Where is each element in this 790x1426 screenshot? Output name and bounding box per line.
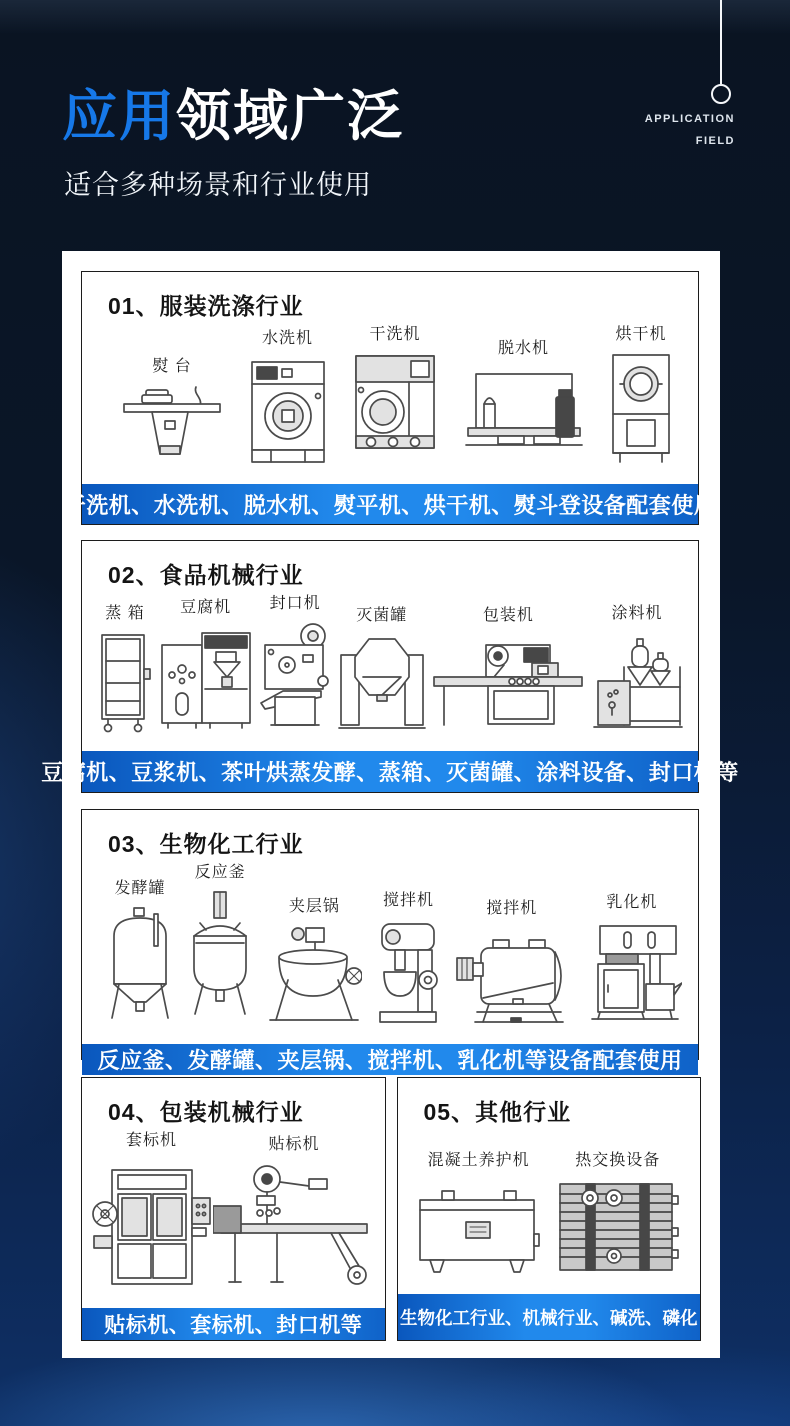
page-title-highlight: 应用: [62, 85, 177, 147]
machine-sleeve-labeler: [92, 1127, 212, 1290]
machine-labeler: [213, 1131, 375, 1290]
circle-decor: [711, 84, 731, 104]
machine-row: [398, 1127, 701, 1294]
vertical-line-decor: [720, 0, 722, 84]
emulsifier-icon: [582, 920, 682, 1028]
machine-row: [82, 321, 698, 484]
machine-label: 发酵罐: [114, 880, 166, 897]
machine-packer: [432, 602, 584, 733]
industry-card-04: [81, 1077, 386, 1341]
machine-label: 烘干机: [615, 326, 667, 343]
machine-label: 搅拌机: [383, 892, 435, 909]
reactor-icon: [187, 890, 253, 1028]
machine-sterilizer: [337, 602, 427, 733]
sterilization-tank-icon: [337, 633, 427, 733]
page-title-rest: 领域广泛: [176, 85, 405, 147]
corner-label-line1: APPLICATION: [644, 113, 735, 125]
machine-ironing-table: [122, 353, 222, 464]
industry-card-03: [81, 809, 699, 1073]
machine-label: 脱水机: [497, 340, 549, 357]
machine-label: 包装机: [482, 607, 534, 624]
fermentation-tank-icon: [106, 906, 174, 1028]
machine-emulsifier: [582, 889, 682, 1028]
machine-stand-mixer: [376, 887, 442, 1028]
machine-label: 混凝土养护机: [427, 1152, 530, 1169]
labeling-machine-icon: [213, 1162, 375, 1290]
machine-label: 搅拌机: [486, 900, 538, 917]
machine-label: 涂料机: [611, 605, 663, 622]
machine-label: 豆腐机: [180, 599, 232, 616]
content-panel: [41, 251, 739, 1358]
machine-sealer: [259, 590, 331, 733]
machine-horizontal-mixer: [455, 895, 569, 1028]
concrete-curing-machine-icon: [414, 1178, 544, 1276]
card-banner: 豆腐机、豆浆机、茶叶烘蒸发酵、蒸箱、灭菌罐、涂料设备、封口机等: [82, 751, 698, 792]
card-title: 05、其他行业: [423, 1099, 572, 1125]
machine-label: 干洗机: [369, 326, 421, 343]
machine-label: 套标机: [125, 1132, 177, 1149]
industry-card-05: [397, 1077, 702, 1341]
machine-coater: [590, 600, 684, 733]
card-title: 03、生物化工行业: [108, 831, 304, 857]
machine-label: 贴标机: [268, 1136, 320, 1153]
machine-row: [82, 859, 698, 1044]
machine-label: 夹层锅: [288, 898, 340, 915]
jacketed-kettle-icon: [266, 924, 362, 1028]
industry-card-02: [41, 540, 739, 793]
ironing-table-icon: [122, 384, 222, 464]
card-title: 04、包装机械行业: [108, 1099, 304, 1125]
machine-label: 蒸 箱: [105, 605, 145, 622]
machine-label: 反应釜: [194, 864, 246, 881]
card-title: 02、食品机械行业: [108, 562, 304, 588]
sealing-machine-icon: [259, 621, 331, 733]
machine-concrete-curing: [414, 1147, 544, 1276]
machine-row: [82, 590, 698, 751]
top-glow-decor: [0, 0, 790, 34]
machine-dryer: [610, 321, 672, 464]
page-subtitle: 适合多种场景和行业使用: [64, 170, 372, 200]
drying-machine-icon: [610, 352, 672, 464]
sleeve-labeling-machine-icon: [92, 1158, 212, 1290]
machine-steam-cabinet: [98, 600, 152, 733]
machine-label: 乳化机: [606, 894, 658, 911]
corner-label: [645, 108, 735, 152]
machine-fermenter: [106, 875, 174, 1028]
page-title: [62, 72, 404, 151]
corner-label-line2: FIELD: [695, 135, 735, 147]
industry-card-01: [63, 271, 717, 525]
dehydrator-icon: [464, 366, 584, 464]
machine-label: 封口机: [269, 595, 321, 612]
machine-label: 热交换设备: [575, 1152, 661, 1169]
machine-label: 灭菌罐: [356, 607, 408, 624]
heat-exchanger-icon: [552, 1178, 684, 1276]
card-title: 01、服装洗涤行业: [108, 293, 304, 319]
dry-cleaning-machine-icon: [353, 352, 437, 464]
machine-dry-cleaner: [353, 321, 437, 464]
card-banner: 干洗机、水洗机、脱水机、熨平机、烘干机、熨斗登设备配套使用: [82, 484, 698, 524]
card-banner: 生物化工行业、机械行业、碱洗、磷化: [398, 1294, 701, 1340]
horizontal-mixer-icon: [455, 926, 569, 1028]
machine-label: 水洗机: [261, 330, 313, 347]
steam-cabinet-icon: [98, 631, 152, 733]
stand-mixer-icon: [376, 918, 442, 1028]
machine-tofu: [158, 594, 254, 733]
card-banner: 贴标机、套标机、封口机等: [82, 1308, 385, 1340]
card-banner: 反应釜、发酵罐、夹层锅、搅拌机、乳化机等设备配套使用: [82, 1044, 698, 1075]
machine-row: [82, 1127, 385, 1308]
bottom-card-row: [81, 1077, 701, 1341]
packaging-machine-icon: [432, 633, 584, 733]
machine-heat-exchanger: [552, 1147, 684, 1276]
machine-reactor: [187, 859, 253, 1028]
machine-washer: [249, 325, 327, 464]
machine-jacketed-kettle: [266, 893, 362, 1028]
machine-dehydrator: [464, 335, 584, 464]
washing-machine-icon: [249, 356, 327, 464]
tofu-machine-icon: [158, 625, 254, 733]
machine-label: 熨 台: [152, 358, 192, 375]
coating-machine-icon: [590, 631, 684, 733]
